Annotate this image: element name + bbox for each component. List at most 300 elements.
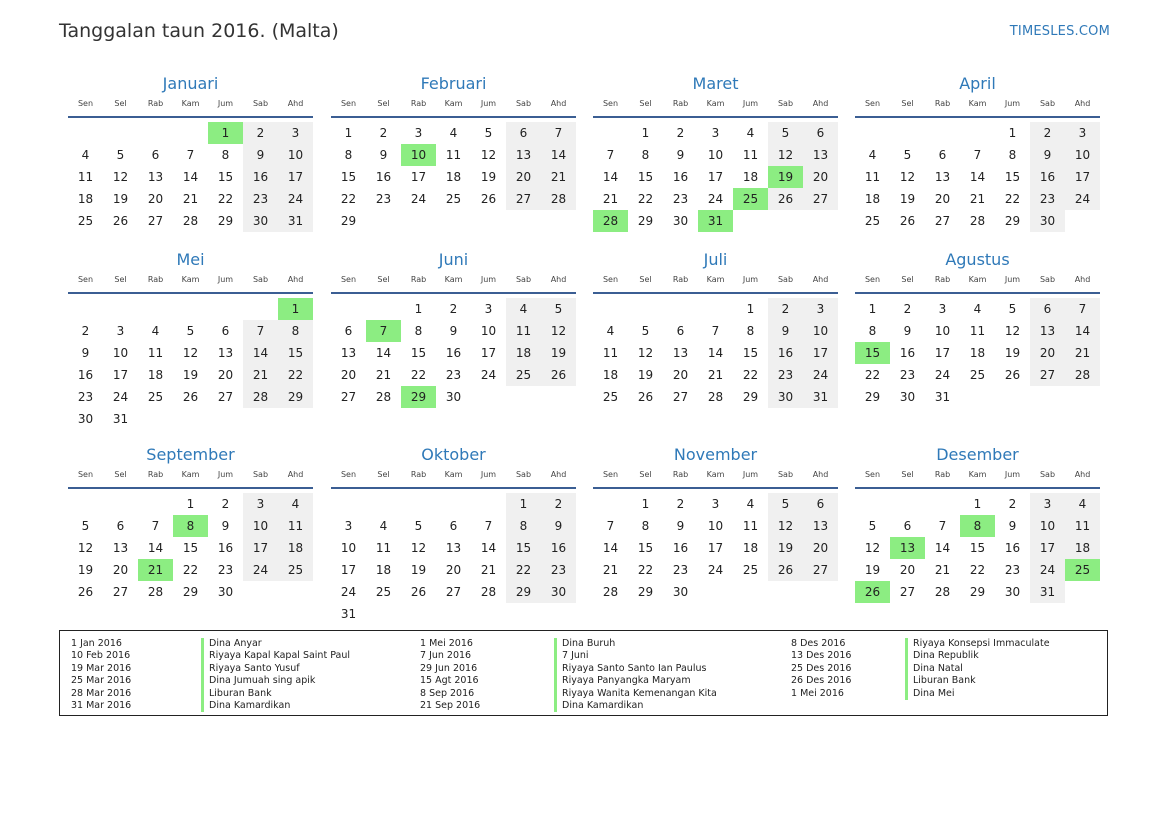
day-cell: 4 [81, 148, 90, 162]
month-november [593, 444, 838, 599]
weekday-header-row [331, 469, 576, 489]
page-title: Tanggalan taun 2016. (Malta) [59, 20, 339, 42]
day-cell: 18 [278, 537, 313, 559]
legend-date-column [791, 638, 851, 700]
day-cell: 13 [934, 170, 951, 184]
legend-holiday-name: Dina Jumuah sing apik [209, 675, 316, 687]
day-cell: 22 [637, 563, 654, 577]
day-cell: 14 [147, 541, 164, 555]
day-cell: 18 [375, 563, 392, 577]
legend-name-column [554, 638, 717, 712]
day-cell: 4 [379, 519, 388, 533]
legend-holiday-name: Riyaya Santo Santo Ian Paulus [562, 662, 707, 674]
day-cell: 6 [803, 493, 838, 515]
day-cell: 12 [768, 144, 803, 166]
weekday-label: Sel [377, 470, 390, 479]
day-cell: 16 [445, 346, 462, 360]
day-cell: 27 [899, 585, 916, 599]
day-cell: 16 [77, 368, 94, 382]
day-cell: 24 [934, 368, 951, 382]
day-cell: 14 [969, 170, 986, 184]
weekday-label: Jum [1004, 275, 1021, 284]
weekday-label: Kam [968, 470, 987, 479]
day-cell: 19 [768, 537, 803, 559]
day-cell: 21 [969, 192, 986, 206]
day-cell: 7 [541, 122, 576, 144]
weekday-label: Jum [1004, 470, 1021, 479]
day-cell: 3 [116, 324, 125, 338]
day-cell: 9 [768, 320, 803, 342]
weekday-label: Sab [1039, 275, 1056, 284]
day-cell: 30 [217, 585, 234, 599]
weekday-label: Ahd [1074, 470, 1091, 479]
day-cell: 3 [803, 298, 838, 320]
day-cell: 16 [899, 346, 916, 360]
day-cell: 19 [899, 192, 916, 206]
day-cell: 22 [637, 192, 654, 206]
weekday-label: Sen [77, 275, 94, 284]
day-cell: 30 [243, 210, 278, 232]
day-cell: 11 [147, 346, 164, 360]
day-cell: 16 [243, 166, 278, 188]
brand-link[interactable]: TIMESLES.COM [1009, 24, 1110, 39]
day-cell: 6 [903, 519, 912, 533]
day-cell: 5 [484, 126, 493, 140]
day-cell: 11 [445, 148, 462, 162]
day-cell: 7 [711, 324, 720, 338]
weekday-label: Sel [901, 275, 914, 284]
day-cell: 29 [217, 214, 234, 228]
day-cell: 10 [1030, 515, 1065, 537]
day-cell: 5 [641, 324, 650, 338]
day-cell: 8 [641, 148, 650, 162]
day-cell: 10 [707, 519, 724, 533]
day-cell: 26 [182, 390, 199, 404]
day-cell: 29 [1004, 214, 1021, 228]
day-cell: 21 [243, 364, 278, 386]
day-cell: 12 [410, 541, 427, 555]
legend-date: 25 Mar 2016 [71, 675, 132, 687]
day-cell: 20 [445, 563, 462, 577]
weekday-label: Sel [114, 99, 127, 108]
holiday-day-cell: 29 [401, 386, 436, 408]
weekday-label: Sen [77, 99, 94, 108]
legend-holiday-name: Dina Kamardikan [209, 699, 291, 711]
weekday-label: Jum [742, 470, 759, 479]
holiday-day-cell: 28 [593, 210, 628, 232]
day-cell: 25 [445, 192, 462, 206]
legend-date: 19 Mar 2016 [71, 662, 132, 674]
holiday-day-cell: 15 [855, 342, 890, 364]
day-cell: 13 [672, 346, 689, 360]
day-cell: 7 [1065, 298, 1100, 320]
day-cell: 6 [506, 122, 541, 144]
day-cell: 27 [147, 214, 164, 228]
month-name: Maret [692, 74, 739, 93]
day-cell: 8 [746, 324, 755, 338]
day-cell: 24 [803, 364, 838, 386]
day-cell: 3 [711, 126, 720, 140]
weekday-label: Sen [602, 275, 619, 284]
day-cell: 1 [641, 497, 650, 511]
day-cell: 16 [541, 537, 576, 559]
weekday-label: Rab [147, 99, 164, 108]
weekday-label: Sel [114, 275, 127, 284]
day-cell: 28 [541, 188, 576, 210]
day-cell: 3 [414, 126, 423, 140]
day-cell: 15 [506, 537, 541, 559]
weekday-label: Rab [672, 99, 689, 108]
day-cell: 8 [414, 324, 423, 338]
day-cell: 2 [379, 126, 388, 140]
day-cell: 28 [1065, 364, 1100, 386]
day-cell: 18 [506, 342, 541, 364]
day-cell: 20 [506, 166, 541, 188]
day-cell: 18 [969, 346, 986, 360]
day-cell: 16 [768, 342, 803, 364]
day-cell: 22 [182, 563, 199, 577]
day-cell: 9 [81, 346, 90, 360]
day-cell: 1 [641, 126, 650, 140]
legend-name-column [201, 638, 350, 712]
day-cell: 15 [340, 170, 357, 184]
holiday-day-cell: 19 [768, 166, 803, 188]
weekday-label: Sab [777, 470, 794, 479]
day-cell: 5 [116, 148, 125, 162]
day-cell: 21 [375, 368, 392, 382]
weekday-label: Rab [934, 275, 951, 284]
day-cell: 25 [147, 390, 164, 404]
day-cell: 28 [602, 585, 619, 599]
legend-date: 1 Jan 2016 [71, 638, 122, 649]
day-cell: 14 [541, 144, 576, 166]
day-cell: 15 [278, 342, 313, 364]
day-cell: 5 [81, 519, 90, 533]
day-cell: 18 [445, 170, 462, 184]
day-cell: 10 [278, 144, 313, 166]
weekday-label: Jum [742, 99, 759, 108]
day-cell: 8 [344, 148, 353, 162]
day-cell: 3 [1030, 493, 1065, 515]
day-cell: 26 [541, 364, 576, 386]
weekday-label: Ahd [550, 99, 567, 108]
day-cell: 13 [147, 170, 164, 184]
day-cell: 11 [742, 519, 759, 533]
day-cell: 2 [676, 497, 685, 511]
day-cell: 5 [186, 324, 195, 338]
day-cell: 28 [375, 390, 392, 404]
day-cell: 7 [606, 148, 615, 162]
day-cell: 14 [480, 541, 497, 555]
day-cell: 15 [410, 346, 427, 360]
day-cell: 28 [934, 585, 951, 599]
day-cell: 27 [340, 390, 357, 404]
day-cell: 15 [1004, 170, 1021, 184]
legend-date: 7 Jun 2016 [420, 650, 472, 662]
weekday-header-row [331, 98, 576, 118]
weekday-label: Jum [742, 275, 759, 284]
day-cell: 13 [445, 541, 462, 555]
day-cell: 18 [742, 541, 759, 555]
holiday-day-cell: 1 [278, 298, 313, 320]
day-cell: 30 [672, 214, 689, 228]
day-cell: 16 [1004, 541, 1021, 555]
weekday-label: Ahd [812, 470, 829, 479]
weekday-label: Sab [1039, 99, 1056, 108]
day-cell: 26 [112, 214, 129, 228]
day-cell: 17 [410, 170, 427, 184]
day-cell: 5 [541, 298, 576, 320]
day-cell: 25 [742, 563, 759, 577]
holiday-day-cell: 31 [698, 210, 733, 232]
day-cell: 5 [414, 519, 423, 533]
month-mei [68, 249, 313, 426]
legend-date-column [71, 638, 131, 712]
day-cell: 21 [934, 563, 951, 577]
day-cell: 24 [278, 188, 313, 210]
day-cell: 8 [506, 515, 541, 537]
day-cell: 20 [899, 563, 916, 577]
day-cell: 6 [221, 324, 230, 338]
legend-holiday-name: Dina Republik [913, 650, 979, 662]
weekday-label: Jum [480, 275, 497, 284]
day-cell: 2 [81, 324, 90, 338]
day-cell: 23 [768, 364, 803, 386]
day-cell: 6 [938, 148, 947, 162]
day-cell: 18 [602, 368, 619, 382]
day-cell: 2 [768, 298, 803, 320]
day-cell: 5 [768, 493, 803, 515]
day-cell: 15 [217, 170, 234, 184]
day-cell: 7 [243, 320, 278, 342]
day-cell: 27 [506, 188, 541, 210]
day-cell: 8 [641, 519, 650, 533]
holiday-day-cell: 25 [733, 188, 768, 210]
weekday-label: Kam [181, 470, 200, 479]
day-cell: 7 [186, 148, 195, 162]
day-cell: 24 [410, 192, 427, 206]
weekday-label: Rab [410, 99, 427, 108]
day-cell: 12 [899, 170, 916, 184]
legend-holiday-name: Dina Kamardikan [562, 699, 644, 711]
day-cell: 23 [541, 559, 576, 581]
day-cell: 23 [243, 188, 278, 210]
day-cell: 4 [151, 324, 160, 338]
weekday-label: Sel [114, 470, 127, 479]
legend-date: 10 Feb 2016 [71, 650, 131, 662]
holiday-day-cell: 26 [855, 581, 890, 603]
legend-holiday-name: Liburan Bank [913, 675, 976, 687]
month-name: Juli [703, 250, 728, 269]
holiday-day-cell: 25 [1065, 559, 1100, 581]
day-cell: 27 [445, 585, 462, 599]
day-cell: 27 [672, 390, 689, 404]
weekday-label: Kam [706, 470, 725, 479]
day-cell: 1 [186, 497, 195, 511]
day-cell: 29 [742, 390, 759, 404]
day-cell: 25 [77, 214, 94, 228]
holiday-legend [59, 630, 1108, 716]
day-cell: 26 [768, 188, 803, 210]
weekday-label: Rab [147, 470, 164, 479]
weekday-label: Sen [340, 275, 357, 284]
day-cell: 22 [506, 559, 541, 581]
day-cell: 19 [182, 368, 199, 382]
day-cell: 10 [1065, 144, 1100, 166]
day-cell: 29 [506, 581, 541, 603]
weekday-label: Ahd [287, 99, 304, 108]
legend-holiday-name: Dina Buruh [562, 638, 616, 649]
day-cell: 12 [182, 346, 199, 360]
weekday-label: Sab [777, 99, 794, 108]
weekday-label: Sen [864, 99, 881, 108]
weekday-header-row [68, 98, 313, 118]
day-cell: 24 [707, 192, 724, 206]
weekday-label: Jum [480, 99, 497, 108]
weekday-label: Ahd [812, 99, 829, 108]
day-cell: 22 [742, 368, 759, 382]
day-cell: 5 [903, 148, 912, 162]
day-cell: 30 [77, 412, 94, 426]
day-cell: 19 [637, 368, 654, 382]
day-cell: 20 [934, 192, 951, 206]
day-cell: 26 [77, 585, 94, 599]
legend-date: 28 Mar 2016 [71, 687, 132, 699]
weekday-label: Rab [147, 275, 164, 284]
day-cell: 19 [410, 563, 427, 577]
day-cell: 6 [151, 148, 160, 162]
day-cell: 1 [973, 497, 982, 511]
day-cell: 2 [243, 122, 278, 144]
day-cell: 7 [484, 519, 493, 533]
day-cell: 10 [112, 346, 129, 360]
day-cell: 11 [864, 170, 881, 184]
weekday-label: Rab [934, 99, 951, 108]
day-cell: 2 [676, 126, 685, 140]
day-cell: 26 [480, 192, 497, 206]
day-cell: 9 [676, 148, 685, 162]
day-cell: 22 [278, 364, 313, 386]
legend-holiday-name: Riyaya Konsepsi Immaculate [913, 638, 1050, 649]
day-cell: 2 [1030, 122, 1065, 144]
month-maret [593, 73, 838, 228]
holiday-day-cell: 1 [208, 122, 243, 144]
day-cell: 4 [449, 126, 458, 140]
weekday-label: Ahd [550, 275, 567, 284]
day-cell: 1 [746, 302, 755, 316]
day-cell: 18 [742, 170, 759, 184]
weekday-label: Kam [968, 99, 987, 108]
day-cell: 1 [414, 302, 423, 316]
day-cell: 26 [637, 390, 654, 404]
day-cell: 23 [375, 192, 392, 206]
holiday-day-cell: 10 [401, 144, 436, 166]
day-cell: 22 [340, 192, 357, 206]
month-name: Februari [420, 74, 487, 93]
day-cell: 25 [278, 559, 313, 581]
weekday-label: Ahd [1074, 275, 1091, 284]
day-cell: 17 [707, 170, 724, 184]
day-cell: 4 [746, 126, 755, 140]
day-cell: 4 [606, 324, 615, 338]
month-juni [331, 249, 576, 404]
day-cell: 17 [707, 541, 724, 555]
day-cell: 25 [864, 214, 881, 228]
weekday-label: Rab [934, 470, 951, 479]
day-cell: 7 [151, 519, 160, 533]
day-cell: 28 [243, 386, 278, 408]
legend-holiday-name: Riyaya Santo Yusuf [209, 662, 300, 674]
day-cell: 9 [541, 515, 576, 537]
day-cell: 12 [864, 541, 881, 555]
day-cell: 27 [112, 585, 129, 599]
day-cell: 12 [541, 320, 576, 342]
day-cell: 6 [449, 519, 458, 533]
day-cell: 5 [1008, 302, 1017, 316]
day-cell: 17 [480, 346, 497, 360]
legend-holiday-name: Dina Mei [913, 687, 955, 699]
day-cell: 21 [1065, 342, 1100, 364]
day-cell: 6 [344, 324, 353, 338]
month-september [68, 444, 313, 599]
weekday-label: Rab [410, 470, 427, 479]
day-cell: 4 [1065, 493, 1100, 515]
day-cell: 24 [707, 563, 724, 577]
weekday-label: Ahd [1074, 99, 1091, 108]
day-cell: 20 [340, 368, 357, 382]
day-cell: 21 [602, 563, 619, 577]
day-cell: 10 [934, 324, 951, 338]
day-cell: 24 [1065, 188, 1100, 210]
day-cell: 18 [147, 368, 164, 382]
day-cell: 29 [637, 585, 654, 599]
day-cell: 7 [938, 519, 947, 533]
day-cell: 31 [803, 386, 838, 408]
month-desember [855, 444, 1100, 599]
weekday-label: Sen [77, 470, 94, 479]
day-cell: 22 [969, 563, 986, 577]
day-cell: 6 [116, 519, 125, 533]
day-cell: 12 [637, 346, 654, 360]
weekday-header-row [593, 98, 838, 118]
legend-date: 29 Jun 2016 [420, 662, 478, 674]
day-cell: 21 [602, 192, 619, 206]
day-cell: 25 [506, 364, 541, 386]
day-cell: 9 [676, 519, 685, 533]
day-cell: 28 [182, 214, 199, 228]
legend-date: 26 Des 2016 [791, 675, 852, 687]
weekday-label: Sab [252, 99, 269, 108]
day-cell: 17 [340, 563, 357, 577]
day-cell: 7 [973, 148, 982, 162]
day-cell: 11 [506, 320, 541, 342]
weekday-header-row [331, 274, 576, 294]
day-cell: 14 [243, 342, 278, 364]
weekday-label: Sen [602, 99, 619, 108]
weekday-label: Jum [217, 275, 234, 284]
day-cell: 2 [903, 302, 912, 316]
month-januari [68, 73, 313, 228]
legend-date: 8 Des 2016 [791, 638, 846, 649]
day-cell: 29 [182, 585, 199, 599]
day-cell: 8 [868, 324, 877, 338]
day-cell: 27 [803, 559, 838, 581]
day-cell: 15 [637, 170, 654, 184]
day-cell: 23 [77, 390, 94, 404]
day-cell: 20 [803, 537, 838, 559]
day-cell: 25 [375, 585, 392, 599]
day-cell: 4 [278, 493, 313, 515]
